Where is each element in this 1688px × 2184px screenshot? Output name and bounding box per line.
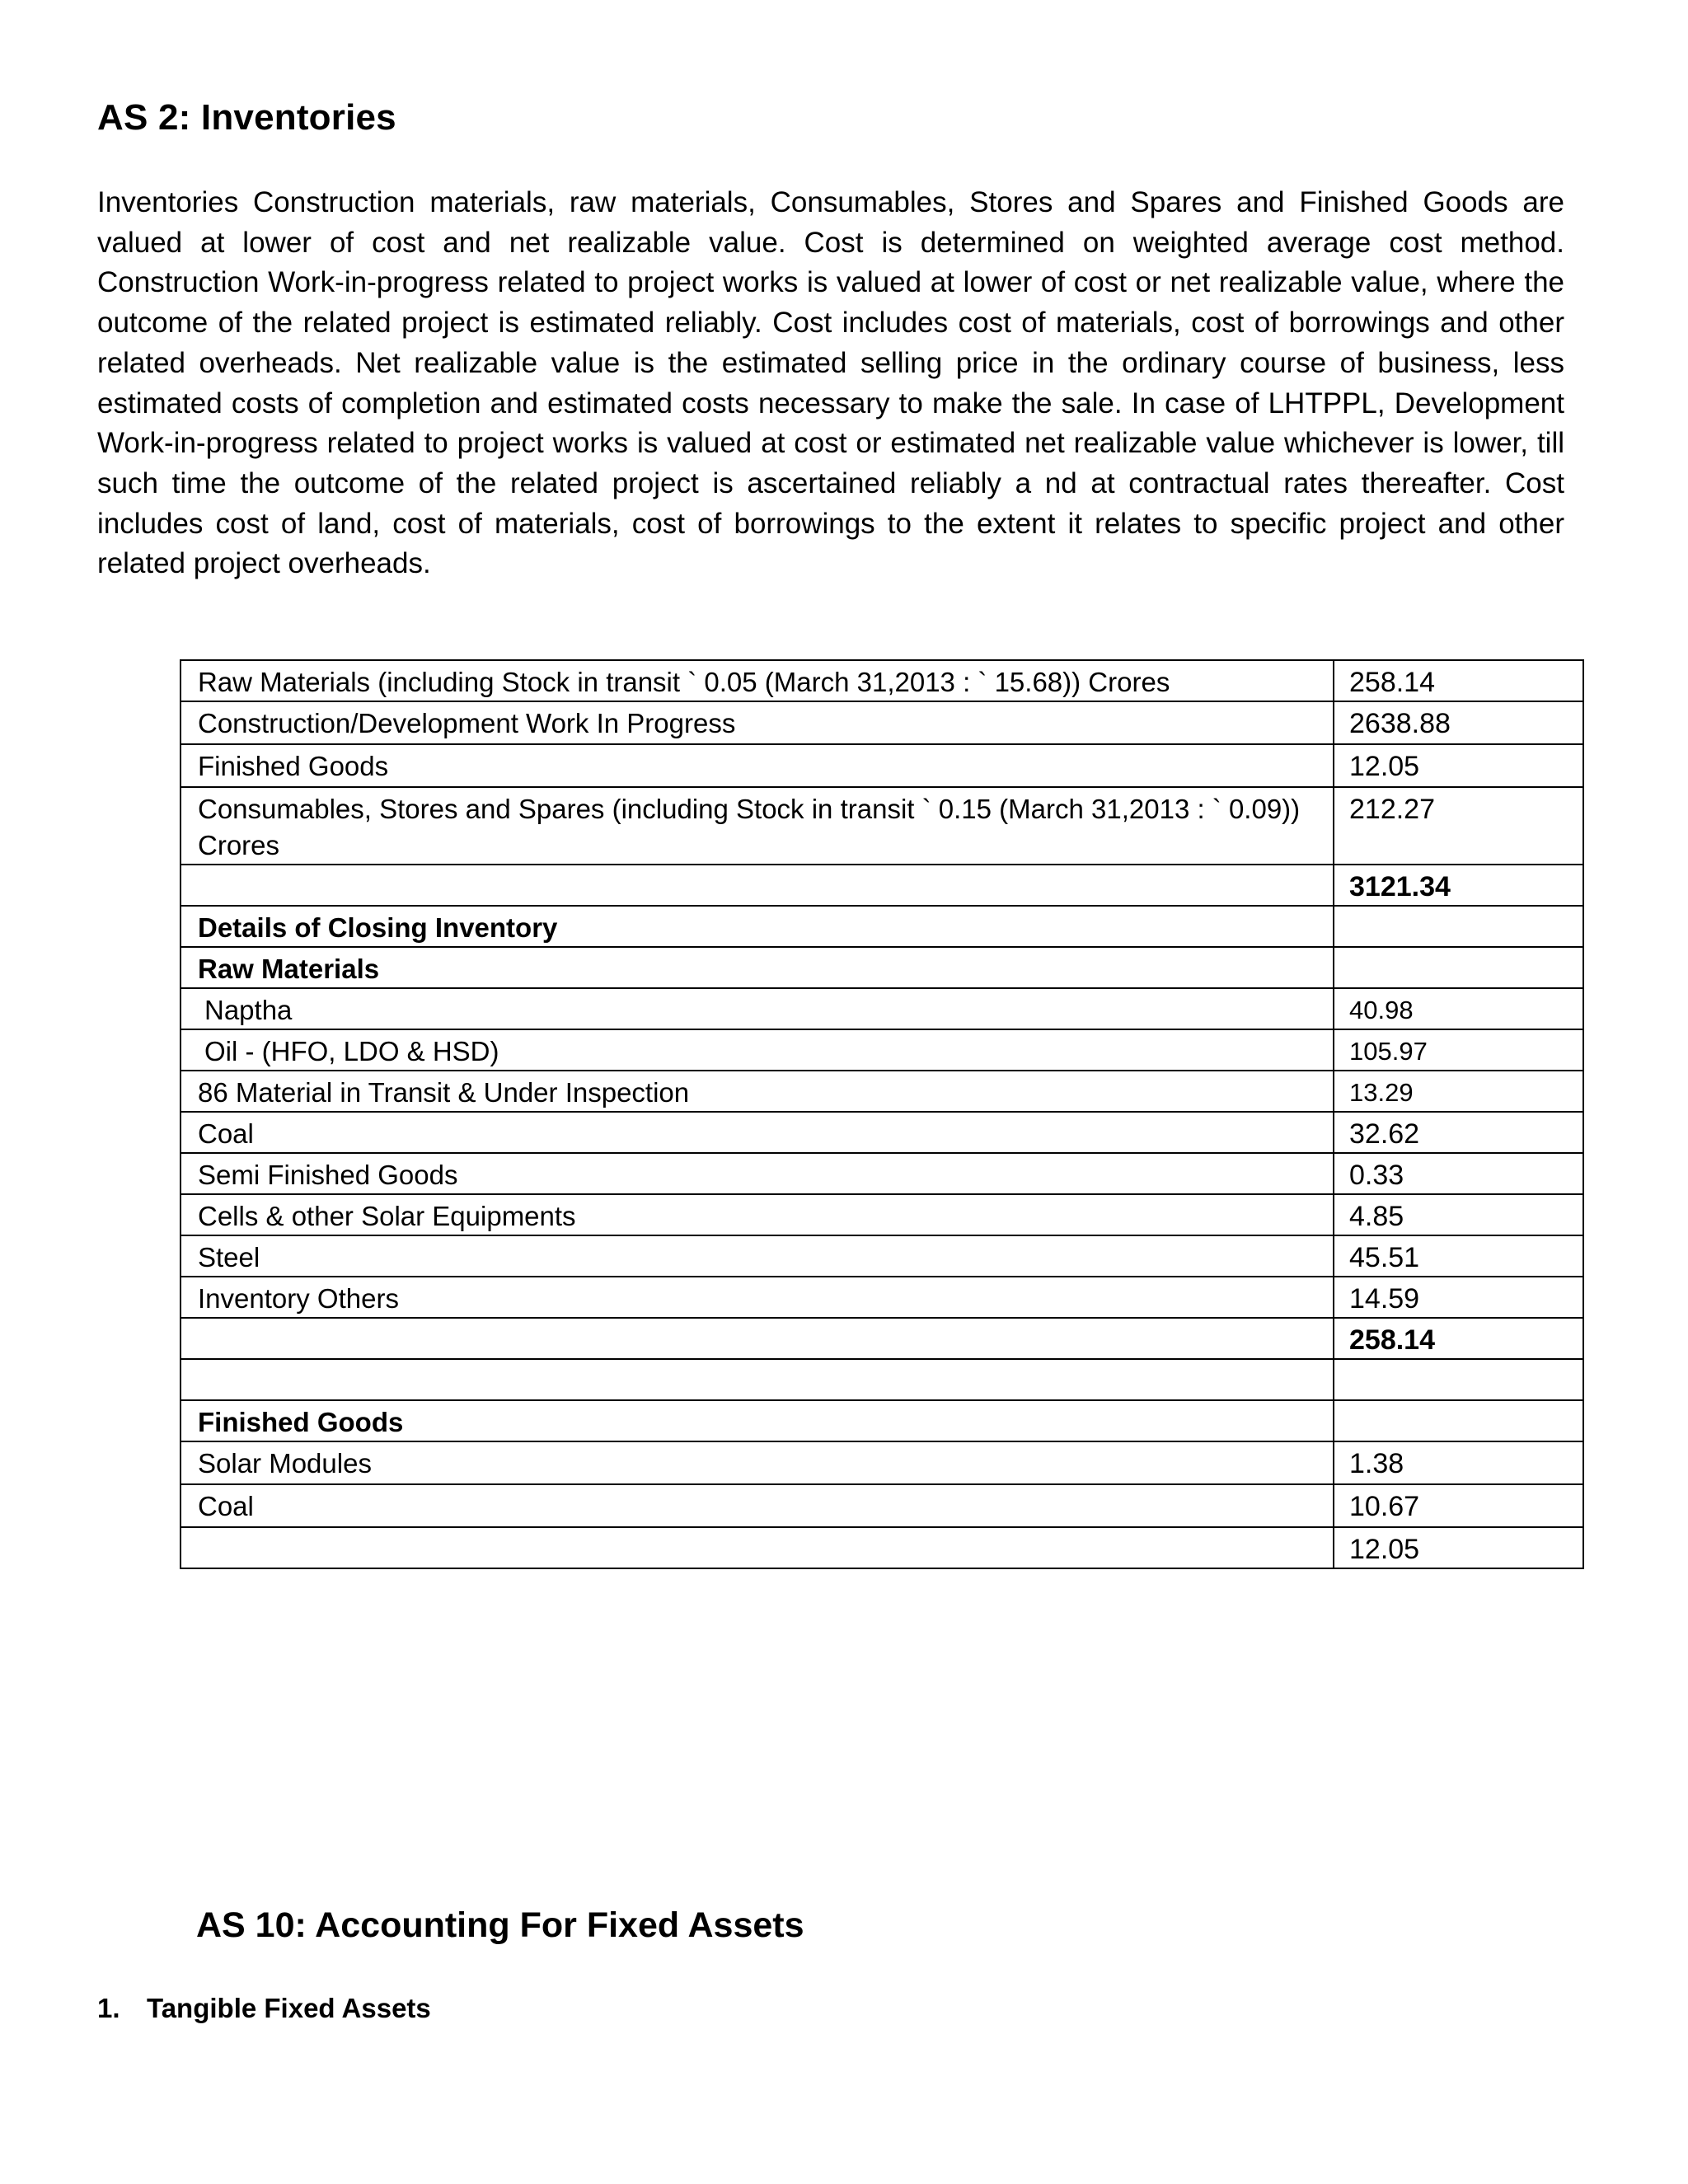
row-value: 32.62 xyxy=(1334,1112,1583,1153)
table-row xyxy=(181,1235,1583,1277)
row-value: 258.14 xyxy=(1334,660,1583,701)
row-label xyxy=(181,1527,1334,1568)
table-row xyxy=(181,1153,1583,1194)
table-row xyxy=(181,1112,1583,1153)
table-row xyxy=(181,1318,1583,1359)
table-row xyxy=(181,865,1583,906)
row-value: 40.98 xyxy=(1334,988,1583,1029)
table-row xyxy=(181,1277,1583,1318)
row-value: 4.85 xyxy=(1334,1194,1583,1235)
row-label xyxy=(181,1359,1334,1400)
table-row xyxy=(181,1484,1583,1527)
row-value: 12.05 xyxy=(1334,744,1583,787)
row-label: Coal xyxy=(181,1484,1334,1527)
section-heading-inventories: AS 2: Inventories xyxy=(97,97,396,138)
inventories-policy-paragraph: Inventories Construction materials, raw materials, Consumables, Stores and Spares and Finished Goods are valued at lower of cost and net realizable value. Cost is determined on weighted average cost method. Construction Work-in-progress related to project works is valued at lower of cost or net realizable value, where the outcome of the related project is estimated reliably. Cost includes cost of materials, cost of borrowings and other related overheads. Net realizable value is the estimated selling price in the ordinary course of business, less estimated costs of completion and estimated costs necessary to make the sale. In case of LHTPPL, Development Work-in-progress related to project works is valued at cost or estimated net realizable value whichever is lower, till such time the outcome of the related project is ascertained reliably a nd at contractual rates thereafter. Cost includes cost of land, cost of materials, cost of borrowings to the extent it relates to specific project and other related project overheads. xyxy=(97,186,1564,580)
row-label: 86 Material in Transit & Under Inspection xyxy=(181,1071,1334,1112)
row-label: Finished Goods xyxy=(181,744,1334,787)
row-value xyxy=(1334,906,1583,947)
row-value: 14.59 xyxy=(1334,1277,1583,1318)
table-row xyxy=(181,744,1583,787)
row-label: Solar Modules xyxy=(181,1441,1334,1484)
row-value: 12.05 xyxy=(1334,1527,1583,1568)
table-row xyxy=(181,701,1583,744)
table-row xyxy=(181,947,1583,988)
row-label xyxy=(181,1318,1334,1359)
table-row xyxy=(181,1400,1583,1441)
row-label: Coal xyxy=(181,1112,1334,1153)
table-row xyxy=(181,988,1583,1029)
table-row xyxy=(181,1194,1583,1235)
row-value: 105.97 xyxy=(1334,1029,1583,1071)
row-label-heading: Raw Materials xyxy=(181,947,1334,988)
row-value: 45.51 xyxy=(1334,1235,1583,1277)
row-value-total: 3121.34 xyxy=(1334,865,1583,906)
row-value xyxy=(1334,1400,1583,1441)
section-heading-fixed-assets: AS 10: Accounting For Fixed Assets xyxy=(196,1905,804,1945)
row-label xyxy=(181,865,1334,906)
list-item-label: Tangible Fixed Assets xyxy=(147,1993,431,2023)
row-value xyxy=(1334,947,1583,988)
table-row xyxy=(181,787,1583,865)
row-label-heading: Details of Closing Inventory xyxy=(181,906,1334,947)
table-row xyxy=(181,906,1583,947)
table-row xyxy=(181,1359,1583,1400)
row-label: Construction/Development Work In Progress xyxy=(181,701,1334,744)
list-item-tangible-fixed-assets xyxy=(97,1993,431,2024)
row-label: Naptha xyxy=(181,988,1334,1029)
row-value: 10.67 xyxy=(1334,1484,1583,1527)
list-number: 1. xyxy=(97,1993,120,2023)
table-row xyxy=(181,1029,1583,1071)
table-row xyxy=(181,1527,1583,1568)
inventory-table xyxy=(180,659,1584,1569)
row-label: Cells & other Solar Equipments xyxy=(181,1194,1334,1235)
row-label: Consumables, Stores and Spares (including Stock in transit ` 0.15 (March 31,2013 : ` 0.09)) Crores xyxy=(181,787,1334,865)
row-value xyxy=(1334,1359,1583,1400)
row-value: 212.27 xyxy=(1334,787,1583,865)
row-label: Oil - (HFO, LDO & HSD) xyxy=(181,1029,1334,1071)
table-row xyxy=(181,1441,1583,1484)
table-row xyxy=(181,660,1583,701)
row-label: Semi Finished Goods xyxy=(181,1153,1334,1194)
row-label: Inventory Others xyxy=(181,1277,1334,1318)
row-label-heading: Finished Goods xyxy=(181,1400,1334,1441)
row-label: Raw Materials (including Stock in transit ` 0.05 (March 31,2013 : ` 15.68)) Crores xyxy=(181,660,1334,701)
row-value: 1.38 xyxy=(1334,1441,1583,1484)
table-row xyxy=(181,1071,1583,1112)
row-value: 2638.88 xyxy=(1334,701,1583,744)
row-value: 13.29 xyxy=(1334,1071,1583,1112)
row-value-total: 258.14 xyxy=(1334,1318,1583,1359)
row-label: Steel xyxy=(181,1235,1334,1277)
row-value: 0.33 xyxy=(1334,1153,1583,1194)
